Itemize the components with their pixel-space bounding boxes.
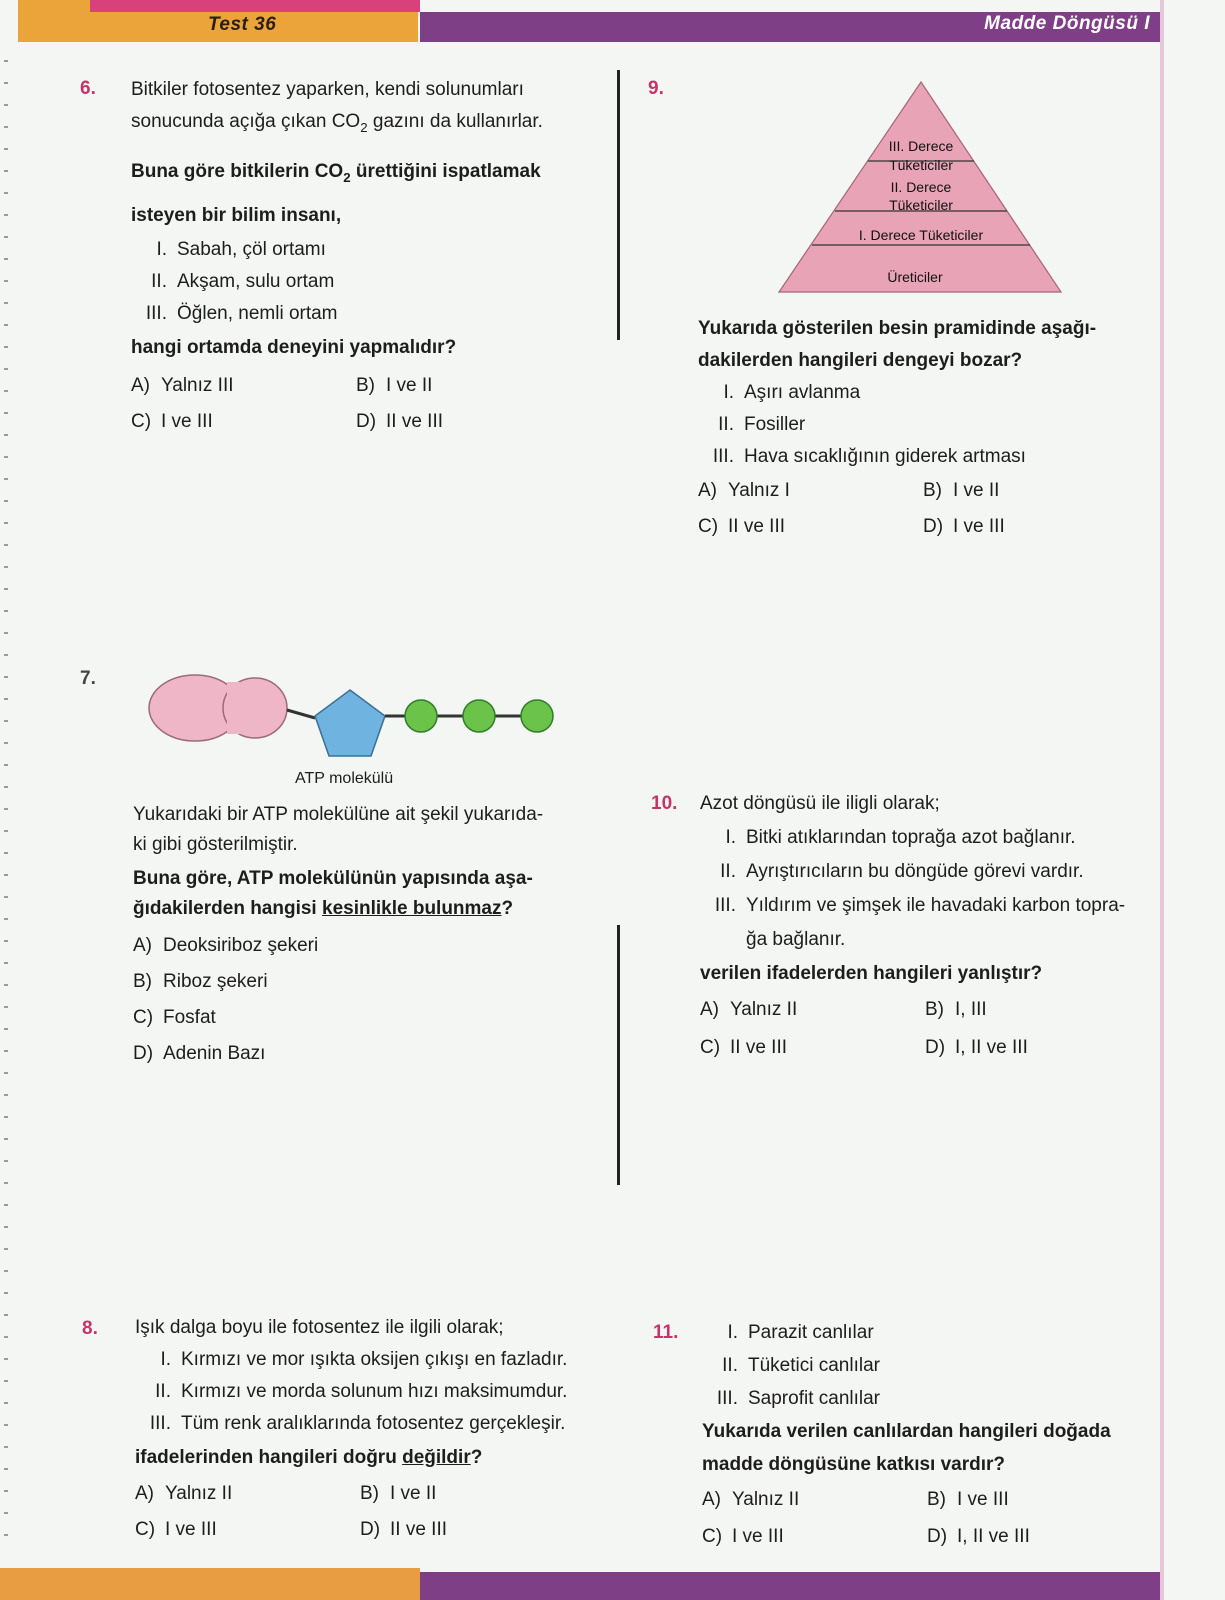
q6-item: III. Öğlen, nemli ortam bbox=[145, 302, 338, 324]
q10-intro: Azot döngüsü ile iligli olarak; bbox=[700, 793, 940, 814]
option-b[interactable]: B) I ve II bbox=[923, 480, 1000, 501]
ribose-sugar bbox=[315, 690, 385, 756]
header-pink-strip bbox=[90, 0, 420, 12]
question-number: 9. bbox=[648, 78, 664, 99]
option-a[interactable]: A) Yalnız II bbox=[702, 1489, 800, 1510]
option-b[interactable]: B) I ve III bbox=[927, 1489, 1009, 1510]
q11-ask-line2: madde döngüsüne katkısı vardır? bbox=[702, 1454, 1006, 1475]
pyramid-label-level2-line2: Tüketiciler bbox=[889, 197, 953, 213]
q11-ask-line1: Yukarıda verilen canlılardan hangileri doğada bbox=[702, 1421, 1111, 1442]
q8-options bbox=[135, 1478, 615, 1546]
option-b[interactable]: B) I ve II bbox=[356, 374, 433, 396]
q9-ask-line1: Yukarıda gösterilen besin pramidinde aşağı- bbox=[698, 318, 1097, 339]
option-c[interactable]: C) I ve III bbox=[131, 410, 213, 432]
option-a[interactable]: A) Yalnız I bbox=[698, 480, 790, 501]
q11-options bbox=[702, 1483, 1172, 1553]
option-b[interactable]: B) I, III bbox=[925, 999, 987, 1020]
food-pyramid-diagram bbox=[775, 78, 1065, 298]
option-d[interactable]: D) I ve III bbox=[923, 516, 1005, 537]
question-8 bbox=[135, 1312, 615, 1546]
footer-left-bar bbox=[0, 1568, 420, 1600]
option-a[interactable]: A) Yalnız III bbox=[131, 374, 234, 396]
option-d[interactable]: D) Adenin Bazı bbox=[133, 1043, 266, 1064]
atp-caption: ATP molekülü bbox=[295, 770, 394, 787]
q9-options bbox=[698, 475, 1168, 543]
footer-right-bar bbox=[420, 1572, 1160, 1600]
q10-item-cont: ğa bağlanır. bbox=[746, 929, 846, 950]
q10-item: III. Yıldırım ve şimşek ile havadaki karbon topra- bbox=[714, 895, 1126, 916]
adenine-base bbox=[149, 675, 287, 741]
q7-options bbox=[133, 930, 603, 1070]
column-divider bbox=[617, 925, 620, 1185]
phosphate-group bbox=[405, 700, 437, 732]
pyramid-label-level2-line1: II. Derece bbox=[890, 179, 952, 195]
q6-item: II. Akşam, sulu ortam bbox=[151, 270, 335, 292]
q6-question-line2: isteyen bir bilim insanı, bbox=[131, 204, 342, 226]
option-b[interactable]: B) Riboz şekeri bbox=[133, 971, 268, 992]
option-d[interactable]: D) II ve III bbox=[360, 1519, 448, 1540]
q8-item: II. Kırmızı ve morda solunum hızı maksimumdur. bbox=[155, 1381, 568, 1402]
q10-options bbox=[700, 993, 1170, 1065]
pyramid-label-base: Üreticiler bbox=[887, 269, 943, 285]
option-c[interactable]: C) I ve III bbox=[702, 1526, 784, 1547]
q10-ask: verilen ifadelerden hangileri yanlıştır? bbox=[700, 963, 1043, 984]
phosphate-group bbox=[463, 700, 495, 732]
q10-item: I. Bitki atıklarından toprağa azot bağlanır. bbox=[725, 827, 1076, 848]
atp-molecule-diagram bbox=[145, 660, 575, 770]
phosphate-group bbox=[521, 700, 553, 732]
q10-item: II. Ayrıştırıcıların bu döngüde görevi vardır. bbox=[720, 861, 1084, 882]
option-c[interactable]: C) II ve III bbox=[698, 516, 786, 537]
q7-text-line2: ki gibi gösterilmiştir. bbox=[133, 834, 298, 855]
option-a[interactable]: A) Yalnız II bbox=[700, 999, 798, 1020]
option-d[interactable]: D) II ve III bbox=[356, 410, 444, 432]
column-divider bbox=[617, 70, 620, 340]
q8-intro: Işık dalga boyu ile fotosentez ile ilgili olarak; bbox=[135, 1317, 504, 1338]
q11-item: II. Tüketici canlılar bbox=[722, 1355, 880, 1376]
q9-item: I. Aşırı avlanma bbox=[723, 382, 861, 403]
pyramid-label-level3-line1: III. Derece bbox=[888, 138, 954, 154]
q8-ask: ifadelerinden hangileri doğru değildir? bbox=[135, 1447, 483, 1468]
q8-item: I. Kırmızı ve mor ışıkta oksijen çıkışı en fazladır. bbox=[160, 1349, 568, 1370]
option-a[interactable]: A) Yalnız II bbox=[135, 1483, 233, 1504]
q7-text-line1: Yukarıdaki bir ATP molekülüne ait şekil yukarıda- bbox=[133, 804, 544, 825]
question-number: 7. bbox=[80, 668, 96, 689]
q6-item: I. Sabah, çöl ortamı bbox=[156, 238, 326, 260]
q6-options bbox=[131, 370, 601, 438]
q11-item: I. Parazit canlılar bbox=[727, 1322, 874, 1343]
binding-holes bbox=[4, 60, 8, 1540]
q6-question-line1: Buna göre bitkilerin $CO_2$ ürettiğini ispatlamak bbox=[131, 160, 541, 185]
pyramid-label-level1: I. Derece Tüketiciler bbox=[858, 227, 984, 243]
question-number: 10. bbox=[651, 793, 678, 814]
q6-text-line2: sonucunda açığa çıkan $CO_2$ gazını da kullanırlar. bbox=[131, 111, 543, 135]
option-d[interactable]: D) I, II ve III bbox=[927, 1526, 1030, 1547]
option-c[interactable]: C) II ve III bbox=[700, 1037, 788, 1058]
topic-label: Madde Döngüsü I bbox=[984, 13, 1150, 34]
question-7 bbox=[133, 800, 603, 1074]
q9-item: II. Fosiller bbox=[718, 414, 806, 435]
question-number: 8. bbox=[82, 1318, 98, 1339]
q6-ask: hangi ortamda deneyini yapmalıdır? bbox=[131, 336, 457, 358]
question-11 bbox=[702, 1316, 1172, 1553]
test-label: Test 36 bbox=[208, 14, 277, 35]
option-b[interactable]: B) I ve II bbox=[360, 1483, 437, 1504]
q9-item: III. Hava sıcaklığının giderek artması bbox=[712, 446, 1026, 467]
option-d[interactable]: D) I, II ve III bbox=[925, 1037, 1028, 1058]
question-6 bbox=[131, 74, 601, 438]
option-a[interactable]: A) Deoksiriboz şekeri bbox=[133, 935, 319, 956]
question-number: 6. bbox=[80, 78, 96, 99]
pyramid-label-level3-line2: Tüketiciler bbox=[889, 157, 953, 173]
q7-ask-line2: ğıdakilerden hangisi kesinlikle bulunmaz? bbox=[133, 898, 514, 919]
question-number: 11. bbox=[653, 1322, 679, 1343]
q11-item: III. Saprofit canlılar bbox=[716, 1388, 881, 1409]
q7-ask-line1: Buna göre, ATP molekülünün yapısında aşa- bbox=[133, 868, 533, 889]
option-c[interactable]: C) Fosfat bbox=[133, 1007, 216, 1028]
q8-item: III. Tüm renk aralıklarında fotosentez gerçekleşir. bbox=[149, 1413, 566, 1434]
question-10 bbox=[700, 787, 1170, 1065]
option-c[interactable]: C) I ve III bbox=[135, 1519, 217, 1540]
q9-ask-line2: dakilerden hangileri dengeyi bozar? bbox=[698, 350, 1023, 371]
question-9 bbox=[698, 313, 1168, 543]
q6-text-line1: Bitkiler fotosentez yaparken, kendi solunumları bbox=[131, 79, 524, 100]
